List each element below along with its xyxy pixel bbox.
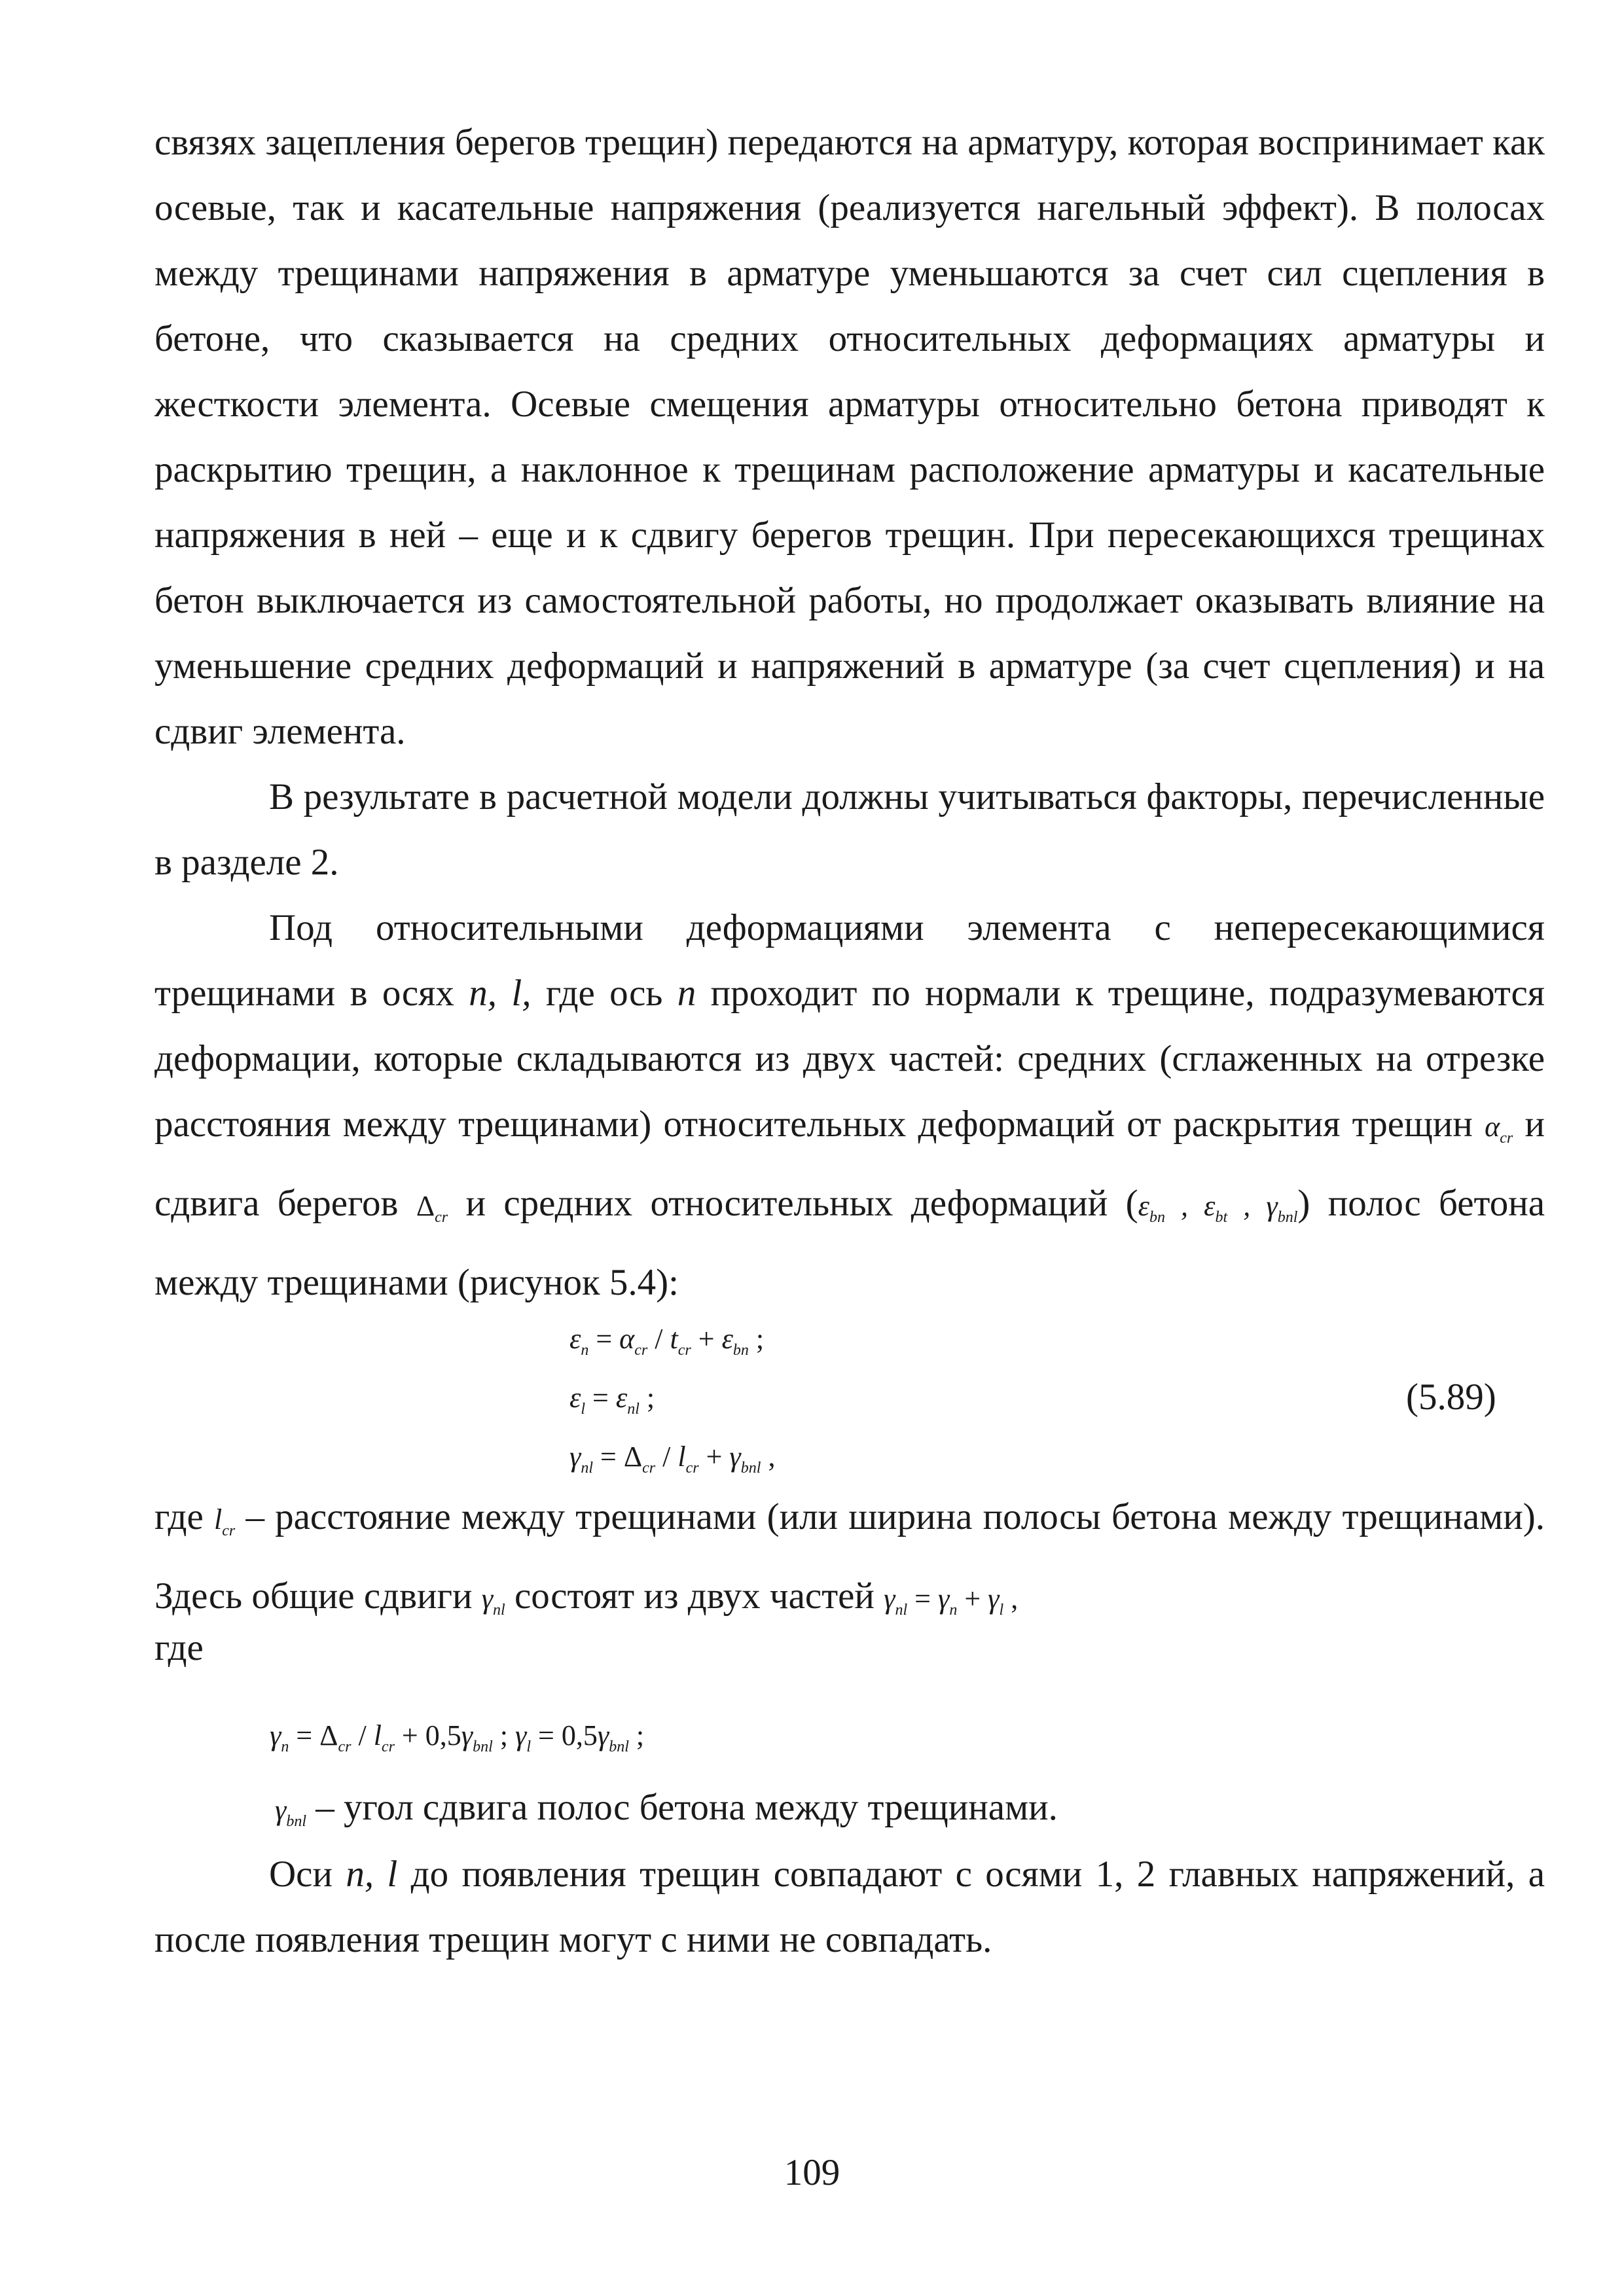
strain-triplet-symbol: $\varepsilon_{bn}$ , $\varepsilon_{bt}$ , $\gamma_{bnl}$ — [1138, 1190, 1298, 1226]
alpha-cr-symbol: $\alpha_{cr}$ — [1485, 1111, 1513, 1147]
paragraph-3-text-4: и сдвига берегов — [154, 1103, 1545, 1224]
equation-line-3: $\gamma_{nl} = \Delta_{cr} / l_{cr} + \gamma_{bnl}$ , — [569, 1441, 776, 1477]
paragraph-6 — [154, 1842, 1545, 1973]
paragraph-6-text-2: до появления трещин совпадают с осями 1, 2 главных напряжений, а после появления трещин могут с ними не совпадать. — [154, 1854, 1545, 1960]
page-number: 109 — [784, 2152, 840, 2193]
paragraph-1-text: связях зацепления берегов трещин) передаются на арматуру, которая воспринимает как осевые, так и касательные напряжения (реализуется нагельный эффект). В полосах между трещинами напряжения в арматуре уменьшаются за счет сил сцепления в бетоне, что сказывается на средних относительных деформациях арматуры и жесткости элемента. Осевые смещения арматуры относительно бетона приводят к раскрытию трещин, а наклонное к трещинам расположение арматуры и касательные напряжения в ней – еще и к сдвигу берегов трещин. При пересекающихся трещинах бетон выключается из самостоятельной работы, но продолжает оказывать влияние на уменьшение средних деформаций и напряжений в арматуре (за счет сцепления) и на сдвиг элемента. — [154, 122, 1545, 752]
where-label — [154, 1615, 1545, 1681]
gamma-nl-sum-formula: $\gamma_{nl} = \gamma_n + \gamma_l$ , — [884, 1583, 1019, 1619]
paragraph-3-text-3: проходит по нормали к трещине, подразумеваются деформации, которые складываются из двух частей: средних (сглаженных на отрезке расстояния между трещинами) относительных деформаций от раскрытия трещин — [154, 973, 1545, 1145]
paragraph-1 — [154, 110, 1545, 764]
equation-line-1: $\varepsilon_n = \alpha_{cr} / t_{cr} + \varepsilon_{bn}$ ; — [569, 1323, 765, 1359]
paragraph-4-text-3: состоят из двух частей — [505, 1575, 884, 1617]
axis-symbols-nl-2: n, l — [346, 1854, 398, 1895]
gamma-nl-symbol: $\gamma_{nl}$ — [481, 1583, 505, 1619]
axis-symbols-nl: n, l, — [469, 973, 532, 1014]
gamma-bnl-symbol: $\gamma_{bnl}$ — [275, 1794, 307, 1830]
gamma-n-l-formula: $\gamma_n = \Delta_{cr} / l_{cr} + 0,5\gamma_{bnl}$ ; $\gamma_l = 0,5\gamma_{bnl}$ ; — [270, 1719, 645, 1755]
paragraph-2-text: В результате в расчетной модели должны учитываться факторы, перечисленные в разделе 2. — [154, 776, 1545, 883]
paragraph-6-text-1: Оси — [269, 1854, 346, 1895]
equation-number: (5.89) — [1406, 1376, 1496, 1418]
paragraph-3-text-2: где ось — [531, 973, 677, 1014]
delta-cr-symbol: $\Delta_{cr}$ — [416, 1190, 448, 1226]
paragraph-3-text-6: ) полос бетона между трещинами (рисунок 5.4): — [154, 1183, 1545, 1303]
paragraph-5-text: – угол сдвига полос бетона между трещинами. — [306, 1787, 1058, 1828]
equation-line-2: $\varepsilon_l = \varepsilon_{nl}$ ; — [569, 1382, 655, 1418]
paragraph-3 — [154, 895, 1545, 1316]
paragraph-4-text-2: – расстояние между трещинами (или ширина полосы бетона между трещинами). Здесь общие сдвиги — [154, 1496, 1545, 1617]
axis-symbol-n: n — [677, 973, 696, 1014]
paragraph-3-text-5: и средних относительных деформаций ( — [448, 1183, 1138, 1224]
where-label-text: где — [154, 1627, 204, 1668]
paragraph-4-text-1: где — [154, 1496, 215, 1537]
paragraph-3-text-1: Под относительными деформациями элемента с непересекающимися трещинами в осях — [154, 907, 1545, 1014]
paragraph-2 — [154, 764, 1545, 895]
l-cr-symbol: $l_{cr}$ — [214, 1503, 236, 1539]
